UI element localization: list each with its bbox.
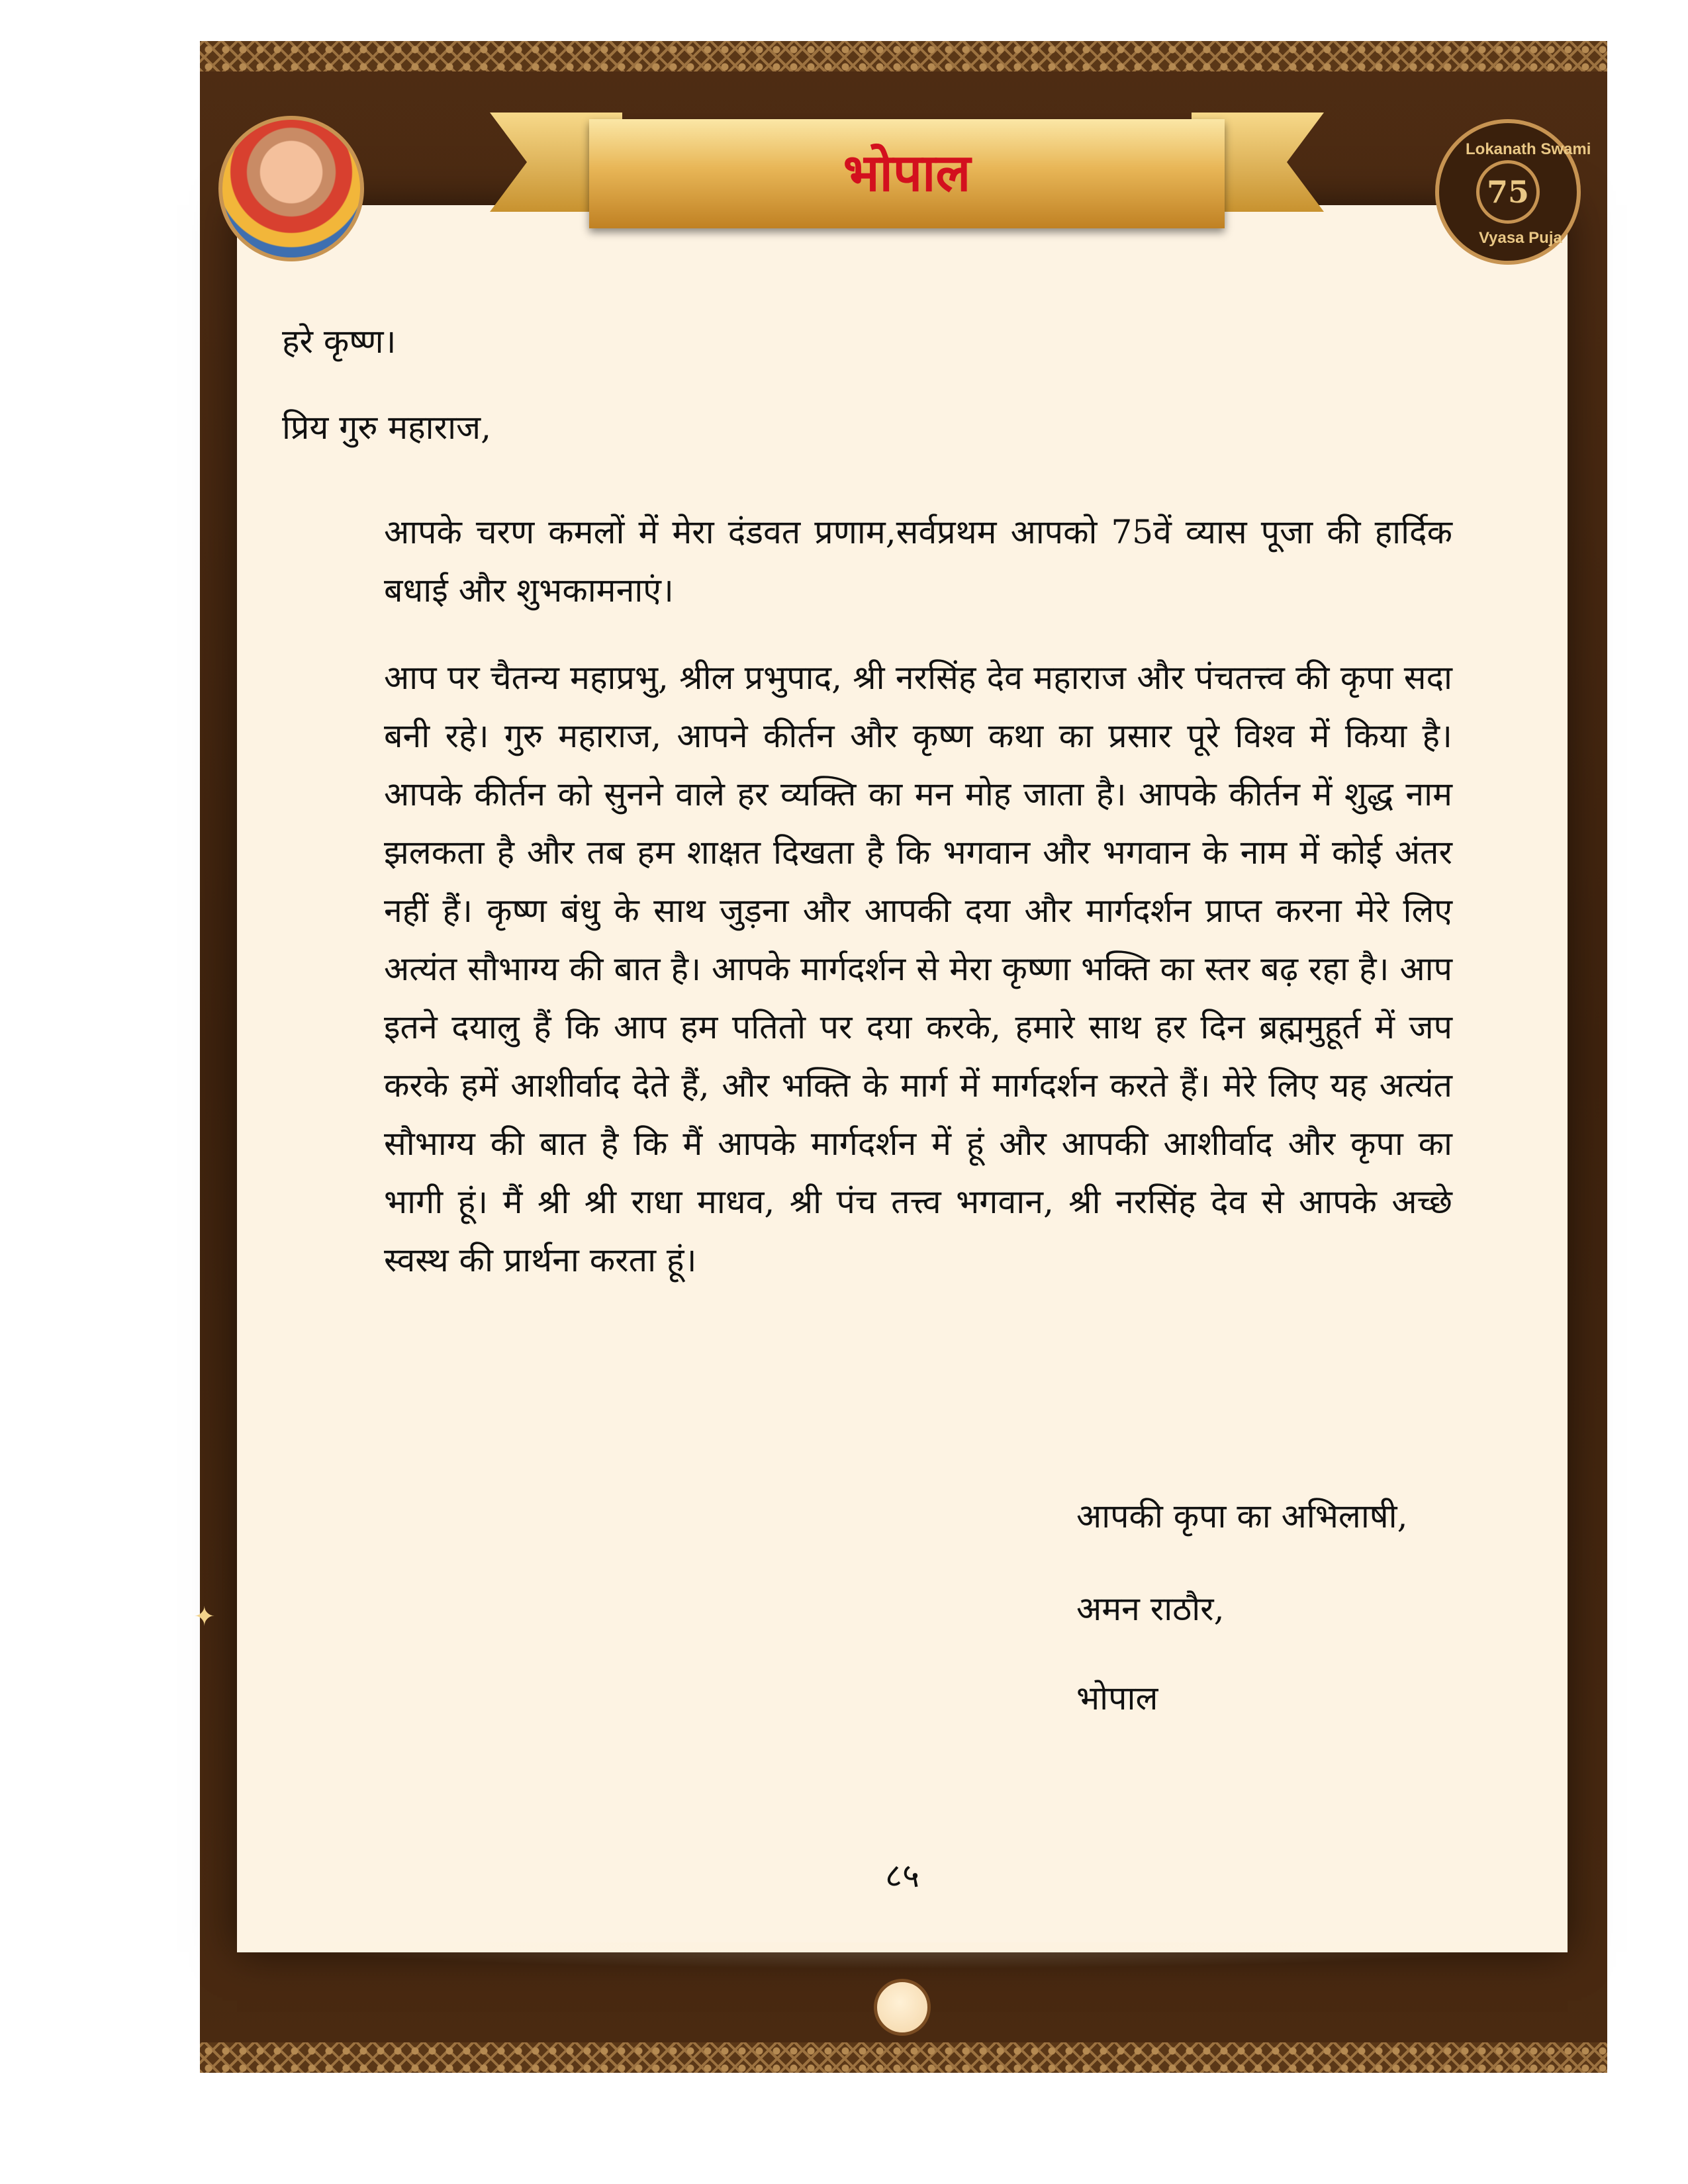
letter-greeting: हरे कृष्ण। <box>282 322 397 361</box>
page-title: भोपाल <box>843 144 971 203</box>
bottom-ornamental-border <box>200 2042 1607 2073</box>
signature-name: अमन राठौर, <box>1076 1590 1225 1628</box>
bottom-ornament-knob <box>874 1979 931 2036</box>
letter-salutation: प्रिय गुरु महाराज, <box>282 408 492 447</box>
top-ornamental-border <box>200 41 1607 71</box>
badge-top-text: Lokanath Swami <box>1466 140 1591 158</box>
page-number: ८५ <box>885 1856 919 1895</box>
letter-paragraph-2: आप पर चैतन्य महाप्रभु, श्रील प्रभुपाद, श्री नरसिंह देव महाराज और पंचतत्त्व की कृपा सदा बनी रहे। गुरु महाराज, आपने कीर्तन और कृष्ण कथा का प्रसार पूरे विश्व में किया है। आपके कीर्तन को सुनने वाले हर व्यक्ति का मन मोह जाता है। आपके कीर्तन में शुद्ध नाम झलकता है और तब हम शाक्षत दिखता है कि भगवान और भगवान के नाम में कोई अंतर नहीं हैं। कृष्ण बंधु के साथ जुड़ना और आपकी दया और मार्गदर्शन प्राप्त करना मेरे लिए अत्यंत सौभाग्य की बात है। आपके मार्गदर्शन से मेरा कृष्णा भक्ति का स्तर बढ़ रहा है। आप इतने दयालु हैं कि आप हम पतितो पर दया करके, हमारे साथ हर दिन ब्रह्ममुहूर्त में जप करके हमें आशीर्वाद देते हैं, और भक्ति के मार्ग में मार्गदर्शन करते हैं। मेरे लिए यह अत्यंत सौभाग्य की बात है कि मैं आपके मार्गदर्शन में हूं और आपकी आशीर्वाद और कृपा का भागी हूं। मैं श्री श्री राधा माधव, श्री पंच तत्त्व भगवान, श्री नरसिंह देव से आपके अच्छे स्वस्थ की प्रार्थना करता हूं। <box>384 659 1452 1279</box>
badge-number: 75 <box>1476 160 1540 224</box>
signature-place: भोपाल <box>1076 1679 1158 1717</box>
letter-body <box>384 503 1452 1318</box>
letter-content <box>237 205 1568 1952</box>
badge-bottom-text: Vyasa Puja <box>1479 229 1562 247</box>
letter-closing: आपकी कृपा का अभिलाषी, <box>1076 1497 1408 1535</box>
sparkle-decoration: ✦ <box>193 1602 216 1632</box>
letter-paragraph-1: आपके चरण कमलों में मेरा दंडवत प्रणाम,सर्वप्रथम आपको 75वें व्यास पूजा की हार्दिक बधाई और शुभकामनाएं। <box>384 513 1452 610</box>
